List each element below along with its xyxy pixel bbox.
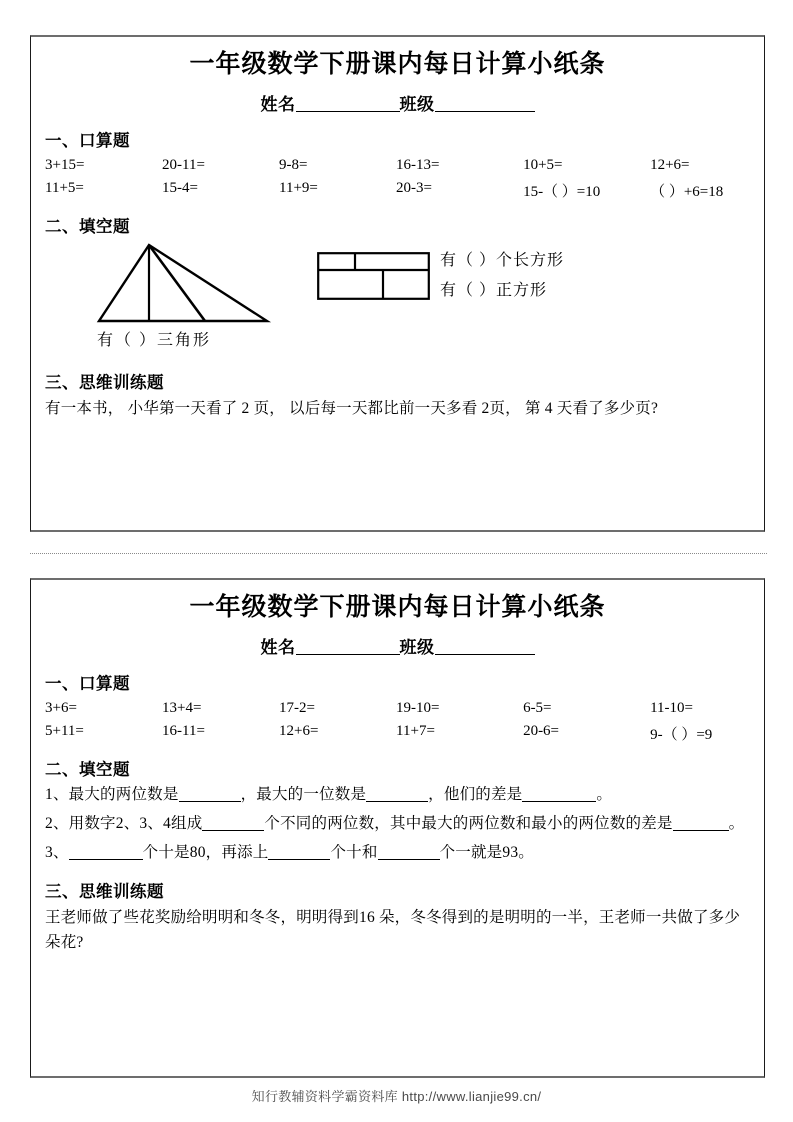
worksheet-card-2 (30, 578, 765, 1078)
worksheet-2-content (31, 580, 764, 956)
fill-q1-blank-2[interactable] (366, 801, 428, 802)
section-heading-oral-2: 一、口算题 (45, 674, 130, 694)
fill-q3-blank-3[interactable] (378, 859, 440, 860)
oral-item: 3+15= (45, 157, 85, 174)
oral-item: 17-2= (279, 700, 315, 717)
oral-item: 11+9= (279, 180, 318, 197)
name-blank-2[interactable] (296, 654, 400, 655)
fill-question-3 (45, 840, 750, 867)
triangle-with-inner-lines-icon (87, 241, 277, 331)
oral-item: 11-10= (650, 700, 693, 717)
rect-question-1: 有（ ）个长方形 (440, 252, 565, 270)
oral-item: 11+7= (396, 723, 435, 740)
fill-question-2 (45, 811, 750, 838)
oral-item: 15-（ ）=10 (523, 184, 601, 201)
page-title-2: 一年级数学下册课内每日计算小纸条 (189, 594, 606, 621)
fill-q2-part-a: 2、用数字2、3、4组成 (45, 814, 203, 832)
triangle-figure (87, 241, 277, 336)
rectangle-questions (440, 246, 564, 305)
fill-q3-part-a: 3、 (45, 843, 69, 861)
oral-item: 16-13= (396, 157, 440, 174)
fill-q1-part-b: ，最大的一位数是 (240, 786, 367, 804)
fill-q1-part-d: 。 (596, 786, 613, 804)
oral-item: 9-8= (279, 157, 308, 174)
class-blank-2[interactable] (435, 654, 535, 655)
oral-item: 20-11= (162, 157, 205, 174)
class-label-1: 班级 (399, 95, 435, 115)
oral-row-2-2 (45, 723, 750, 744)
oral-item: 5+11= (45, 723, 84, 740)
name-class-row-2 (45, 633, 750, 658)
oral-item: 20-3= (396, 180, 433, 197)
oral-row-1-2 (45, 180, 750, 201)
oral-item: 12+6= (279, 723, 319, 740)
oral-item: 12+6= (650, 157, 690, 174)
rect-question-2: 有（ ）正方形 (440, 281, 548, 299)
fill-q2-part-d: 。 (728, 814, 745, 832)
oral-item: 10+5= (523, 157, 563, 174)
fill-q3-part-b: 个十是80，再添上 (142, 843, 269, 861)
name-blank-1[interactable] (296, 111, 400, 112)
fill-q3-blank-2[interactable] (268, 859, 330, 860)
fill-q3-part-d: 个一就是93。 (439, 843, 534, 861)
figures-area (45, 239, 750, 357)
triangle-question-text: 有（ ）三角形 (97, 332, 212, 350)
oral-item: 20-6= (523, 723, 560, 740)
oral-item: 3+6= (45, 700, 77, 717)
page-separator (30, 553, 767, 554)
oral-item: 16-11= (162, 723, 205, 740)
fill-q2-part-b: 个不同的两位数，其中最大的两位数和最小的 (264, 814, 579, 832)
section-heading-oral-1: 一、口算题 (45, 131, 130, 151)
worksheet-1-content (31, 37, 764, 422)
section-heading-fill-1: 二、填空题 (45, 217, 130, 237)
worksheet-card-1 (30, 35, 765, 532)
section-heading-thinking-1: 三、思维训练题 (45, 373, 164, 393)
rectangle-figure (317, 252, 430, 305)
fill-q2-part-c: 两位数的差是 (578, 814, 673, 832)
fill-q2-blank-2[interactable] (673, 830, 729, 831)
class-blank-1[interactable] (435, 111, 535, 112)
fill-q1-blank-3[interactable] (522, 801, 596, 802)
fill-q3-blank-1[interactable] (69, 859, 143, 860)
fill-q1-blank-1[interactable] (179, 801, 241, 802)
name-class-row-1 (45, 90, 750, 115)
fill-q1-part-a: 1、最大的两位数是 (45, 786, 179, 804)
page-title-1: 一年级数学下册课内每日计算小纸条 (189, 51, 606, 78)
oral-item: 9-（ ）=9 (650, 727, 713, 744)
footer-watermark: 知行教辅资料学霸资料库 http://www.lianjie99.cn/ (251, 1089, 542, 1104)
oral-item: 11+5= (45, 180, 84, 197)
name-label-2: 姓名 (260, 638, 296, 658)
fill-q3-part-c: 个十和 (330, 843, 378, 861)
class-label-2: 班级 (399, 638, 435, 658)
thinking-question-1: 有一本书， 小华第一天看了 2 页， 以后每一天都比前一天多看 2页， 第 4 天看了多少页? (45, 400, 659, 418)
name-label-1: 姓名 (260, 95, 296, 115)
thinking-question-2: 王老师做了些花奖励给明明和冬冬，明明得到16 朵，冬冬得到的是明明的一半，王老师一共做了多少朵花? (45, 909, 741, 952)
rectangle-grid-icon (317, 252, 430, 300)
fill-q1-part-c: ，他们的差是 (428, 786, 523, 804)
oral-row-1-1 (45, 157, 750, 174)
oral-row-2-1 (45, 700, 750, 717)
fill-question-1 (45, 782, 750, 809)
oral-item: （ ）+6=18 (650, 184, 724, 201)
oral-item: 19-10= (396, 700, 440, 717)
section-heading-thinking-2: 三、思维训练题 (45, 882, 164, 902)
fill-q2-blank-1[interactable] (202, 830, 264, 831)
oral-item: 6-5= (523, 700, 552, 717)
oral-item: 15-4= (162, 180, 198, 197)
oral-item: 13+4= (162, 700, 202, 717)
section-heading-fill-2: 二、填空题 (45, 760, 130, 780)
